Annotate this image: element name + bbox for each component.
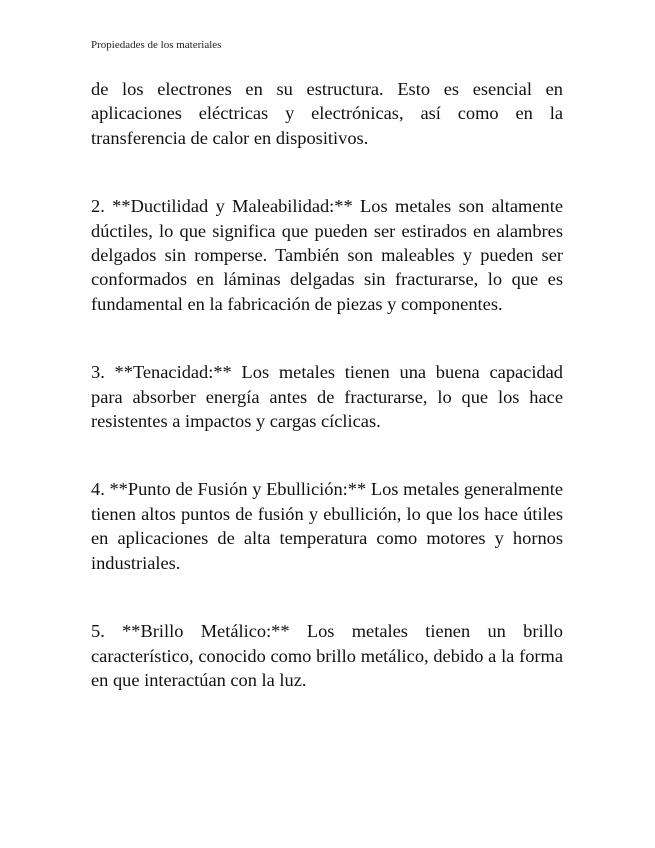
running-header: Propiedades de los materiales (91, 39, 222, 51)
paragraph-continuation: de los electrones en su estructura. Esto es esencial en aplicaciones eléctricas y electrónicas, así como en la transferencia de calor en dispositivos. (91, 79, 563, 148)
document-body (91, 77, 563, 692)
paragraph-ductility: 2. **Ductilidad y Maleabilidad:** Los metales son altamente dúctiles, lo que significa que pueden ser estirados en alambres delgados sin romperse. También son maleables y pueden ser conformados en láminas delgadas sin fracturarse, lo que es fundamental en la fabricación de piezas y componentes. (91, 196, 563, 314)
paragraph-melting-point: 4. **Punto de Fusión y Ebullición:** Los metales generalmente tienen altos puntos de fusión y ebullición, lo que los hace útiles en aplicaciones de alta temperatura como motores y hornos industriales. (91, 479, 563, 573)
paragraph-toughness: 3. **Tenacidad:** Los metales tienen una buena capacidad para absorber energía antes de fracturarse, lo que los hace resistentes a impactos y cargas cíclicas. (91, 362, 563, 432)
paragraph-metallic-luster: 5. **Brillo Metálico:** Los metales tienen un brillo característico, conocido como brillo metálico, debido a la forma en que interactúan con la luz. (91, 621, 563, 690)
